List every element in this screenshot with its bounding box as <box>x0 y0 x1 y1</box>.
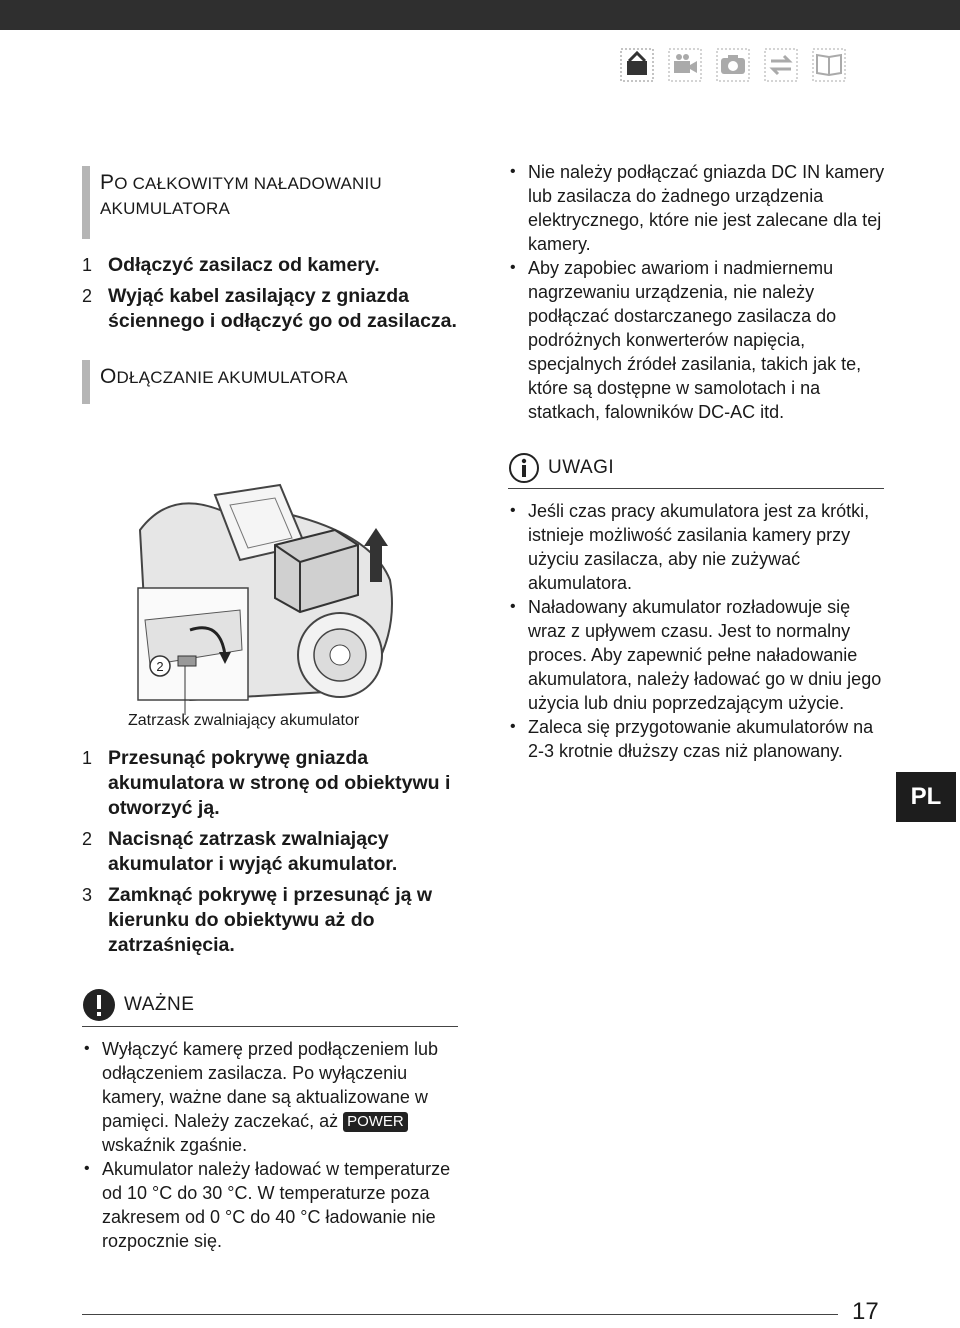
book-icon <box>808 44 850 86</box>
movie-icon <box>664 44 706 86</box>
notes-heading <box>508 452 884 489</box>
page-number: 17 <box>852 1298 879 1325</box>
step-number: 2 <box>82 286 93 306</box>
info-icon <box>508 452 540 484</box>
step-number: 1 <box>82 748 93 768</box>
heading-text: DŁĄCZANIE AKUMULATORA <box>116 368 348 387</box>
step <box>82 827 462 877</box>
step-number: 3 <box>82 885 93 905</box>
warning-item: • Nie należy podłączać gniazda DC IN kamery lub zasilacza do żadnego urządzenia elektrycznego, które nie jest zalecane dla tej kamery. <box>508 160 890 256</box>
important-heading <box>82 988 458 1027</box>
steps-remove-battery <box>82 746 462 958</box>
section-heading-fully-charged <box>82 166 462 239</box>
camera-icon <box>712 44 754 86</box>
important-item <box>82 1037 462 1157</box>
callout-number: 2 <box>156 659 164 674</box>
step <box>82 284 462 334</box>
step-text: Nacisnąć zatrzask zwalniający akumulator i wyjąć akumulator. <box>108 828 398 875</box>
left-column <box>82 166 462 404</box>
step <box>82 883 462 958</box>
heading-text: O CAŁKOWITYM NAŁADOWANIU <box>114 174 382 193</box>
right-column <box>508 160 890 763</box>
notes-title: UWAGI <box>548 457 615 478</box>
step-number: 1 <box>82 255 93 275</box>
left-column-lower <box>82 746 462 1253</box>
warnings-list <box>508 160 890 424</box>
heading-initial: O <box>100 365 117 388</box>
bullet-text: Akumulator należy ładować w temperaturze od 10 °C do 30 °C. W temperaturze poza zakresem od 0 °C do 40 °C ładowanie nie rozpocznie się. <box>102 1159 451 1251</box>
battery-removal-illustration <box>130 470 460 720</box>
footer-rule <box>82 1314 838 1315</box>
step-text: Zamknąć pokrywę i przesunąć ją w kierunku do obiektywu aż do zatrzaśnięcia. <box>108 884 433 956</box>
notes-list <box>508 499 890 763</box>
step <box>82 253 462 278</box>
step-text: Wyjąć kabel zasilający z gniazda ściennego i odłączyć go od zasilacza. <box>108 285 457 332</box>
warning-item: • Aby zapobiec awariom i nadmiernemu nagrzewaniu urządzenia, nie należy podłączać dostarczanego zasilacza do podróżnych konwerterów napięcia, specjalnych źródeł zasilania, takich jak te, które są dostępne w samolotach i na statkach, falowników DC-AC itd. <box>508 256 890 424</box>
section-heading-remove-battery <box>82 360 462 404</box>
bullet-text: Wyłączyć kamerę przed podłączeniem lub odłączeniem zasilacza. Po wyłączeniu kamery, ważne dane są aktualizowane w pamięci. Należy zaczekać, aż <box>102 1039 438 1131</box>
transfer-icon <box>760 44 802 86</box>
top-bar <box>0 0 960 30</box>
step-number: 2 <box>82 829 93 849</box>
important-title: WAŻNE <box>124 994 195 1015</box>
step <box>82 746 462 821</box>
note-item: • Jeśli czas pracy akumulatora jest za krótki, istnieje możliwość zasilania kamery przy użyciu zasilacza, aby nie zużywać akumulatora. <box>508 499 890 595</box>
heading-text-line2: AKUMULATORA <box>100 199 231 218</box>
language-tab: PL <box>896 772 956 822</box>
heading-initial: P <box>100 171 115 194</box>
figure-caption: Zatrzask zwalniający akumulator <box>128 712 360 729</box>
tools-icon <box>616 44 658 86</box>
chapter-icon-strip <box>616 44 850 86</box>
important-item <box>82 1157 462 1253</box>
note-item: • Zaleca się przygotowanie akumulatorów na 2-3 krotnie dłuższy czas niż planowany. <box>508 715 890 763</box>
bullet-text: wskaźnik zgaśnie. <box>102 1135 248 1155</box>
exclamation-icon <box>82 988 116 1022</box>
steps-after-charge <box>82 253 462 334</box>
note-item: • Naładowany akumulator rozładowuje się wraz z upływem czasu. Jest to normalny proces. Aby zapewnić pełne naładowanie akumulatora, należy ładować go w dniu jego użycia lub dniu poprzedzającym użycie. <box>508 595 890 715</box>
important-list <box>82 1037 462 1253</box>
step-text: Przesunąć pokrywę gniazda akumulatora w stronę od obiektywu i otworzyć ją. <box>108 747 451 819</box>
power-indicator-badge: POWER <box>343 1112 408 1132</box>
step-text: Odłączyć zasilacz od kamery. <box>108 254 380 276</box>
